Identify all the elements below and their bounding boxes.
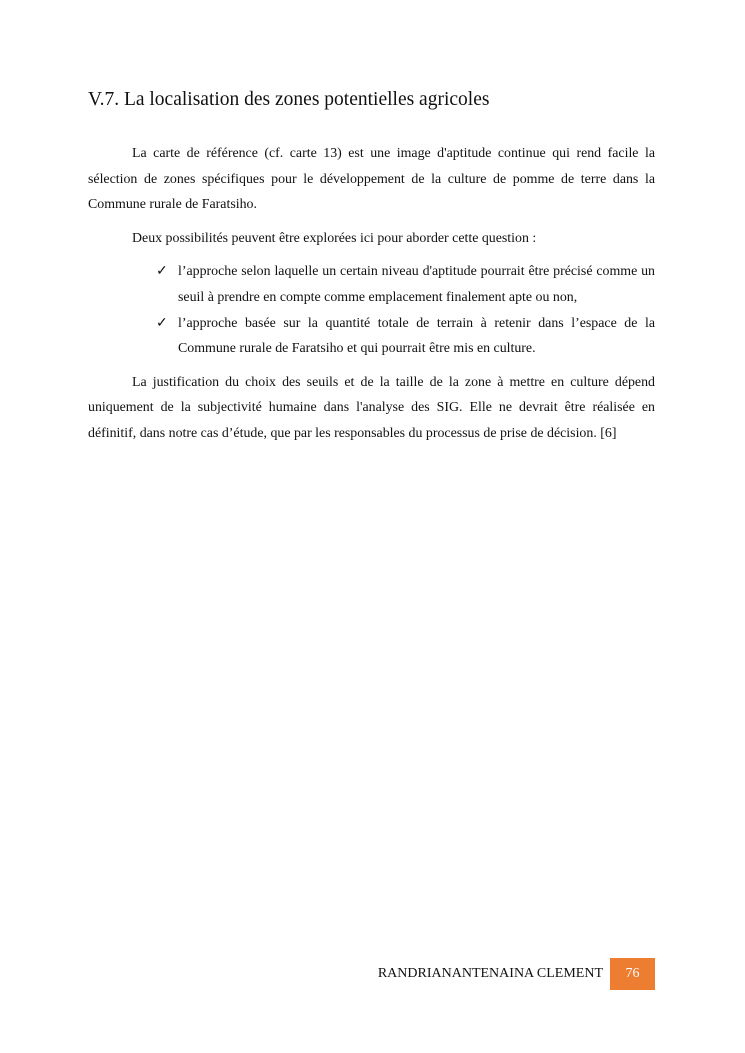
checkmark-icon: ✓ <box>156 264 168 280</box>
page-footer <box>350 958 655 990</box>
checkmark-icon: ✓ <box>156 315 168 331</box>
section-body <box>88 141 655 455</box>
footer-author: RANDRIANANTENAINA CLEMENT <box>377 966 603 981</box>
section-heading: V.7. La localisation des zones potentielles agricoles <box>88 89 490 110</box>
page-number: 76 <box>610 958 655 990</box>
list-item-text: l’approche basée sur la quantité totale de terrain à retenir dans l’espace de la Commune rurale de Faratsiho et qui pourrait être mis en culture. <box>178 315 655 357</box>
paragraph-possibilities: Deux possibilités peuvent être explorées ici pour aborder cette question : <box>132 230 537 246</box>
list-item-text: l’approche selon laquelle un certain niveau d'aptitude pourrait être précisé comme un seuil à prendre en compte comme emplacement finalement apte ou non, <box>178 264 655 305</box>
list-item <box>156 259 655 310</box>
paragraph-intro: La carte de référence (cf. carte 13) est une image d'aptitude continue qui rend facile la sélection de zones spécifiques pour le développement de la culture de pomme de terre dans la Commune rurale de Faratsiho. <box>88 146 655 213</box>
bullet-list <box>88 259 655 361</box>
paragraph-closing: La justification du choix des seuils et de la taille de la zone à mettre en culture dépend uniquement de la subjectivité humaine dans l'analyse des SIG. Elle ne devrait être réalisée en définitif, dans notre cas d’étude, que par les responsables du processus de prise de décision. [6] <box>88 374 655 441</box>
list-item <box>156 311 655 362</box>
